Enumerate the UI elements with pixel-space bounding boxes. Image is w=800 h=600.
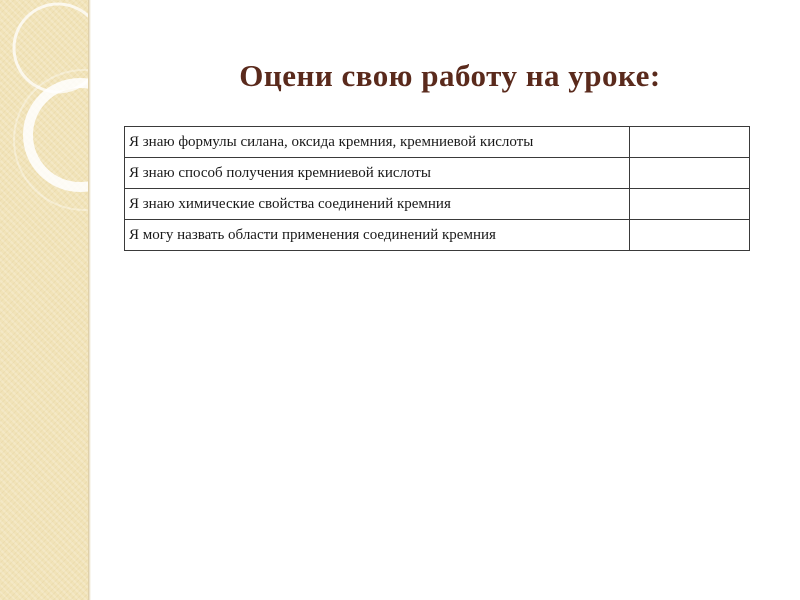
table-row: [125, 158, 750, 189]
decorative-rings-icon: [0, 0, 88, 600]
self-assessment-table: [124, 126, 750, 251]
page-title: Оцени свою работу на уроке:: [239, 58, 661, 93]
statement-cell: Я знаю способ получения кремниевой кислоты: [125, 158, 630, 189]
table-row: [125, 127, 750, 158]
statement-cell: Я могу назвать области применения соединений кремния: [125, 220, 630, 251]
score-cell[interactable]: [630, 189, 750, 220]
statement-cell: Я знаю химические свойства соединений кремния: [125, 189, 630, 220]
score-cell[interactable]: [630, 158, 750, 189]
decorative-side-band: [0, 0, 88, 600]
score-cell[interactable]: [630, 127, 750, 158]
table-row: [125, 189, 750, 220]
statement-cell: Я знаю формулы силана, оксида кремния, кремниевой кислоты: [125, 127, 630, 158]
side-band-edge: [88, 0, 91, 600]
score-cell[interactable]: [630, 220, 750, 251]
table-row: [125, 220, 750, 251]
